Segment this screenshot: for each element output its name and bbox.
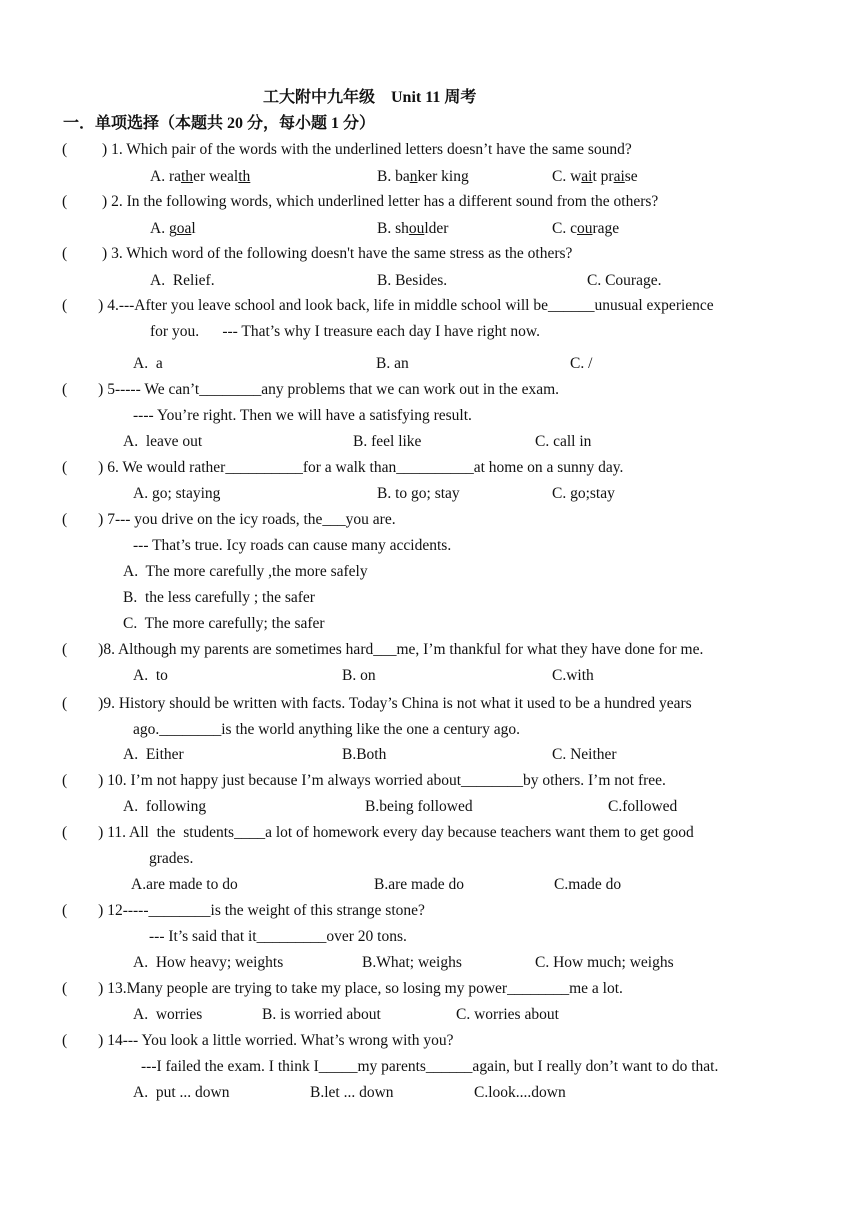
question-8-option-b: B. on [342,667,376,684]
question-4-stem: ( ) 4.---After you leave school and look back, life in middle school will be______unusual experience [62,297,714,314]
section-heading: 一．单项选择（本题共 20 分，每小题 1 分） [63,115,376,132]
question-12-stem: ( ) 12-----________is the weight of this strange stone? [62,902,425,919]
question-10-option-b: B.being followed [365,798,473,815]
question-6-stem: ( ) 6. We would rather__________for a walk than__________at home on a sunny day. [62,459,624,476]
question-7-stem-continued: --- That’s true. Icy roads can cause many accidents. [133,537,452,554]
question-5-option-b: B. feel like [353,433,422,450]
question-1-option-c: C. wait praise [552,168,638,185]
question-8-option-c: C.with [552,667,594,684]
question-13-option-b: B. is worried about [262,1006,381,1023]
question-9-option-c: C. Neither [552,746,617,763]
question-5-option-c: C. call in [535,433,592,450]
question-8-option-a: A. to [133,667,168,684]
question-11-option-c: C.made do [554,876,622,893]
question-11-option-b: B.are made do [374,876,464,893]
question-11-stem-continued: grades. [149,850,194,867]
question-13-stem: ( ) 13.Many people are trying to take my place, so losing my power________me a lot. [62,980,623,997]
question-3-stem: ( ) 3. Which word of the following doesn't have the same stress as the others? [62,245,573,262]
question-7-option-c: C. The more carefully; the safer [123,615,325,632]
question-9-option-b: B.Both [342,746,387,763]
question-8-stem: ( )8. Although my parents are sometimes hard___me, I’m thankful for what they have done for me. [62,641,704,658]
question-12-option-a: A. How heavy; weights [133,954,284,971]
question-11-option-a: A.are made to do [131,876,238,893]
exam-title: 工大附中九年级 Unit 11 周考 [263,89,477,106]
question-3-option-c: C. Courage. [587,272,662,289]
question-6-option-b: B. to go; stay [377,485,460,502]
question-10-option-a: A. following [123,798,207,815]
question-7-stem: ( ) 7--- you drive on the icy roads, the___you are. [62,511,396,528]
question-2-option-a: A. goal [150,220,196,237]
question-14-option-a: A. put ... down [133,1084,230,1101]
question-12-stem-continued: --- It’s said that it_________over 20 tons. [149,928,407,945]
question-2-stem: ( ) 2. In the following words, which underlined letter has a different sound from the others? [62,193,659,210]
question-1-option-b: B. banker king [377,168,469,185]
question-4-stem-continued: for you. --- That’s why I treasure each day I have right now. [150,323,540,340]
question-2-option-b: B. shoulder [377,220,449,237]
question-6-option-a: A. go; staying [133,485,221,502]
question-4-option-b: B. an [376,355,409,372]
question-4-option-c: C. / [570,355,593,372]
question-14-stem: ( ) 14--- You look a little worried. What’s wrong with you? [62,1032,454,1049]
question-11-stem: ( ) 11. All the students____a lot of homework every day because teachers want them to get good [62,824,694,841]
question-5-option-a: A. leave out [123,433,203,450]
question-5-stem-continued: ---- You’re right. Then we will have a satisfying result. [133,407,472,424]
question-12-option-b: B.What; weighs [362,954,462,971]
question-14-option-c: C.look....down [474,1084,566,1101]
question-13-option-c: C. worries about [456,1006,559,1023]
question-14-stem-continued: ---I failed the exam. I think I_____my parents______again, but I really don’t want to do that. [141,1058,719,1075]
question-2-option-c: C. courage [552,220,620,237]
question-5-stem: ( ) 5----- We can’t________any problems that we can work out in the exam. [62,381,560,398]
question-13-option-a: A. worries [133,1006,203,1023]
question-10-option-c: C.followed [608,798,678,815]
question-12-option-c: C. How much; weighs [535,954,674,971]
question-1-stem: ( ) 1. Which pair of the words with the underlined letters doesn’t have the same sound? [62,141,632,158]
question-4-option-a: A. a [133,355,163,372]
question-9-stem: ( )9. History should be written with facts. Today’s China is not what it used to be a hundred years [62,695,692,712]
question-1-option-a: A. rather wealth [150,168,251,185]
question-9-option-a: A. Either [123,746,184,763]
question-7-option-a: A. The more carefully ,the more safely [123,563,368,580]
question-10-stem: ( ) 10. I’m not happy just because I’m always worried about________by others. I’m not free. [62,772,666,789]
question-6-option-c: C. go;stay [552,485,615,502]
question-14-option-b: B.let ... down [310,1084,394,1101]
question-3-option-a: A. Relief. [150,272,215,289]
question-7-option-b: B. the less carefully ; the safer [123,589,315,606]
question-3-option-b: B. Besides. [377,272,448,289]
question-9-stem-continued: ago.________is the world anything like the one a century ago. [133,721,520,738]
